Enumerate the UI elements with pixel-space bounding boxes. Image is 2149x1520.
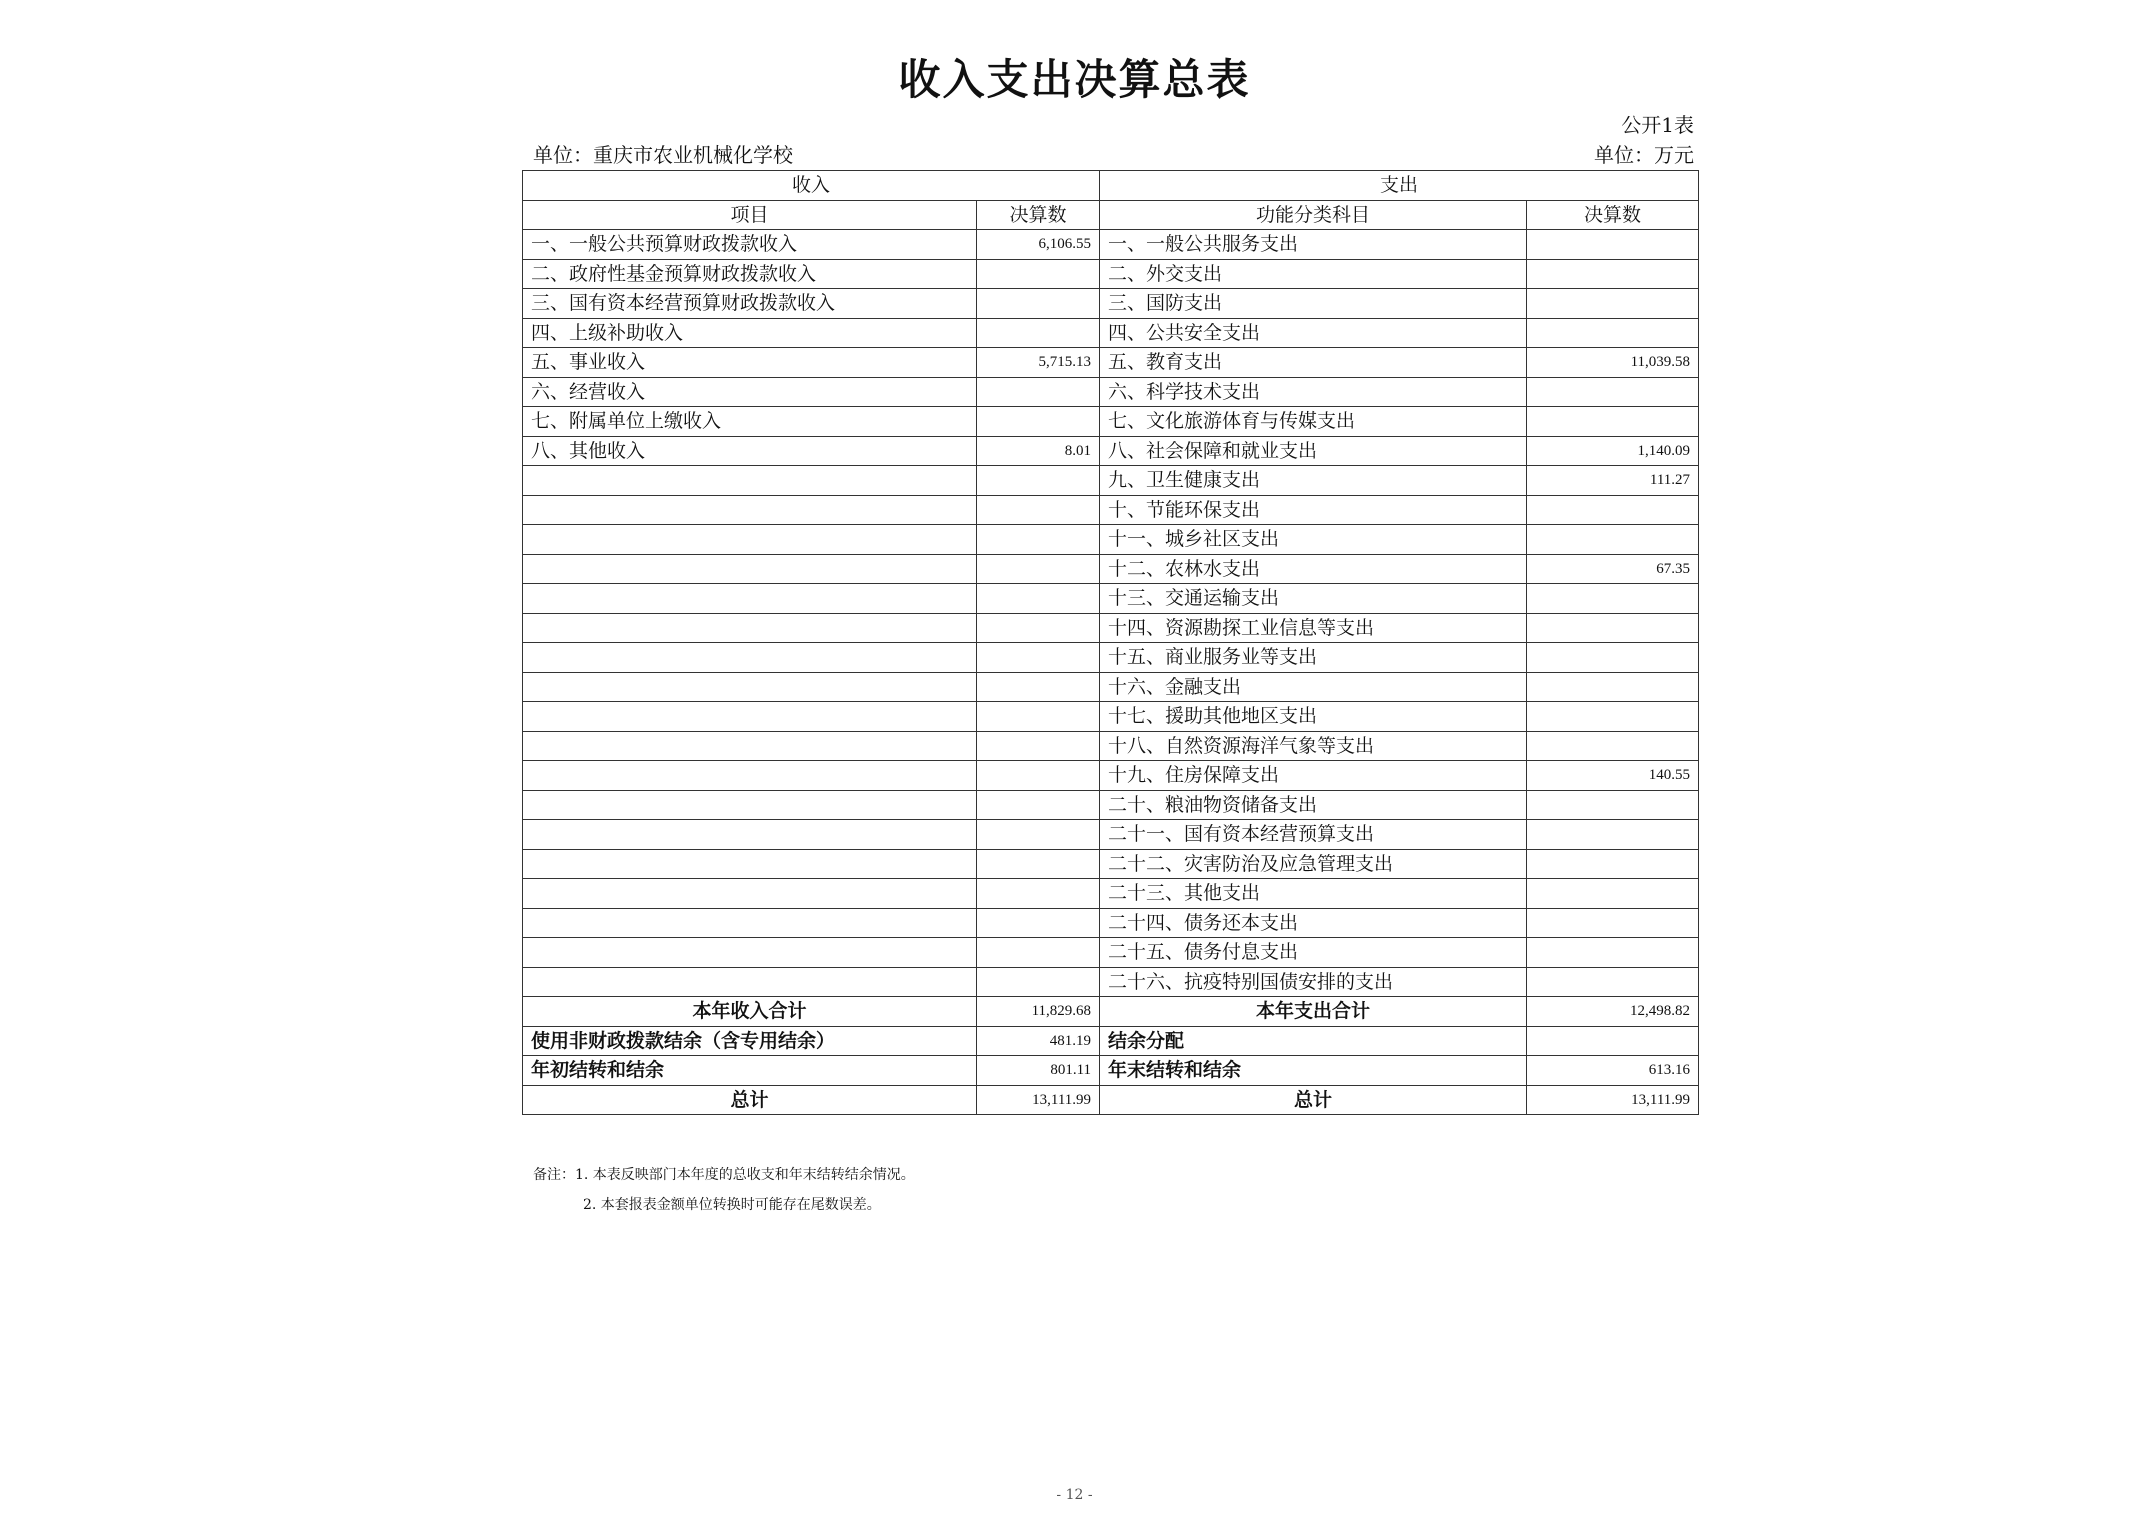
nonfiscal-balance-row — [523, 1026, 1699, 1056]
table-row — [523, 525, 1699, 555]
income-amount-cell — [977, 525, 1100, 555]
expense-amount-cell — [1527, 643, 1699, 673]
expense-item-cell: 十九、住房保障支出 — [1100, 761, 1527, 791]
table-row — [523, 908, 1699, 938]
table-row — [523, 436, 1699, 466]
expense-item-cell: 二十五、债务付息支出 — [1100, 938, 1527, 968]
expense-item-cell: 四、公共安全支出 — [1100, 318, 1527, 348]
income-item-cell: 二、政府性基金预算财政拨款收入 — [523, 259, 977, 289]
income-item-cell — [523, 879, 977, 909]
surplus-distribution-amount — [1527, 1026, 1699, 1056]
expense-item-cell: 十六、金融支出 — [1100, 672, 1527, 702]
expense-amount-cell — [1527, 407, 1699, 437]
table-row — [523, 672, 1699, 702]
income-amount-cell — [977, 495, 1100, 525]
income-item-cell: 六、经营收入 — [523, 377, 977, 407]
grand-total-expense-label: 总计 — [1100, 1085, 1527, 1115]
expense-amount-cell — [1527, 908, 1699, 938]
table-row — [523, 613, 1699, 643]
notes — [533, 1160, 915, 1220]
income-item-header: 项目 — [523, 200, 977, 230]
income-item-cell — [523, 672, 977, 702]
expense-amount-cell — [1527, 318, 1699, 348]
beginning-carryover-label: 年初结转和结余 — [523, 1056, 977, 1086]
income-amount-header: 决算数 — [977, 200, 1100, 230]
table-row — [523, 348, 1699, 378]
expense-amount-cell — [1527, 230, 1699, 260]
expense-item-header: 功能分类科目 — [1100, 200, 1527, 230]
income-amount-cell — [977, 377, 1100, 407]
nonfiscal-balance-label: 使用非财政拨款结余（含专用结余） — [523, 1026, 977, 1056]
income-amount-cell — [977, 407, 1100, 437]
income-item-cell: 一、一般公共预算财政拨款收入 — [523, 230, 977, 260]
income-item-cell — [523, 967, 977, 997]
grand-total-income-label: 总计 — [523, 1085, 977, 1115]
grand-total-expense-amount: 13,111.99 — [1527, 1085, 1699, 1115]
expense-item-cell: 十七、援助其他地区支出 — [1100, 702, 1527, 732]
page-number: - 12 - — [1056, 1487, 1093, 1503]
table-row — [523, 289, 1699, 319]
expense-item-cell: 二十、粮油物资储备支出 — [1100, 790, 1527, 820]
expense-amount-cell — [1527, 525, 1699, 555]
expense-amount-cell — [1527, 820, 1699, 850]
table-row — [523, 967, 1699, 997]
income-item-cell — [523, 938, 977, 968]
income-amount-cell — [977, 820, 1100, 850]
expense-item-cell: 十一、城乡社区支出 — [1100, 525, 1527, 555]
expense-section-header: 支出 — [1100, 171, 1699, 201]
expense-amount-cell — [1527, 584, 1699, 614]
expense-item-cell: 九、卫生健康支出 — [1100, 466, 1527, 496]
income-item-cell: 四、上级补助收入 — [523, 318, 977, 348]
carryover-row — [523, 1056, 1699, 1086]
expense-item-cell: 十四、资源勘探工业信息等支出 — [1100, 613, 1527, 643]
note-line: 备注：1. 本表反映部门本年度的总收支和年末结转结余情况。 — [533, 1167, 915, 1183]
expense-item-cell: 二十六、抗疫特别国债安排的支出 — [1100, 967, 1527, 997]
table-row — [523, 466, 1699, 496]
income-item-cell — [523, 525, 977, 555]
expense-amount-cell — [1527, 938, 1699, 968]
income-item-cell — [523, 643, 977, 673]
table-row — [523, 731, 1699, 761]
form-code: 公开1表 — [1621, 113, 1694, 137]
expense-item-cell: 二、外交支出 — [1100, 259, 1527, 289]
table-row — [523, 702, 1699, 732]
income-amount-cell — [977, 466, 1100, 496]
note-line: 2. 本套报表金额单位转换时可能存在尾数误差。 — [583, 1197, 881, 1213]
income-item-cell — [523, 849, 977, 879]
table-row — [523, 790, 1699, 820]
expense-item-cell: 六、科学技术支出 — [1100, 377, 1527, 407]
page-title: 收入支出决算总表 — [898, 55, 1251, 104]
nonfiscal-balance-amount: 481.19 — [977, 1026, 1100, 1056]
ending-carryover-amount: 613.16 — [1527, 1056, 1699, 1086]
expense-item-cell: 二十三、其他支出 — [1100, 879, 1527, 909]
income-item-cell: 三、国有资本经营预算财政拨款收入 — [523, 289, 977, 319]
table-row — [523, 407, 1699, 437]
table-row — [523, 230, 1699, 260]
expense-item-cell: 十二、农林水支出 — [1100, 554, 1527, 584]
income-amount-cell — [977, 289, 1100, 319]
income-expense-summary-table — [522, 170, 1699, 1115]
organization-unit: 单位：重庆市农业机械化学校 — [533, 143, 793, 167]
income-amount-cell: 5,715.13 — [977, 348, 1100, 378]
expense-amount-cell — [1527, 613, 1699, 643]
expense-item-cell: 二十一、国有资本经营预算支出 — [1100, 820, 1527, 850]
income-amount-cell — [977, 967, 1100, 997]
income-amount-cell — [977, 731, 1100, 761]
income-amount-cell — [977, 790, 1100, 820]
income-item-cell — [523, 790, 977, 820]
income-amount-cell — [977, 613, 1100, 643]
year-income-total-amount: 11,829.68 — [977, 997, 1100, 1027]
income-amount-cell — [977, 259, 1100, 289]
expense-item-cell: 七、文化旅游体育与传媒支出 — [1100, 407, 1527, 437]
expense-item-cell: 十五、商业服务业等支出 — [1100, 643, 1527, 673]
expense-amount-cell — [1527, 289, 1699, 319]
year-expense-total-label: 本年支出合计 — [1100, 997, 1527, 1027]
expense-item-cell: 八、社会保障和就业支出 — [1100, 436, 1527, 466]
income-item-cell — [523, 820, 977, 850]
income-item-cell — [523, 702, 977, 732]
expense-item-cell: 三、国防支出 — [1100, 289, 1527, 319]
table-row — [523, 820, 1699, 850]
expense-amount-cell — [1527, 967, 1699, 997]
income-amount-cell: 8.01 — [977, 436, 1100, 466]
income-item-cell — [523, 908, 977, 938]
income-amount-cell — [977, 318, 1100, 348]
table-row — [523, 318, 1699, 348]
income-section-header: 收入 — [523, 171, 1100, 201]
income-amount-cell — [977, 643, 1100, 673]
income-item-cell: 七、附属单位上缴收入 — [523, 407, 977, 437]
expense-amount-cell — [1527, 495, 1699, 525]
table-row — [523, 879, 1699, 909]
table-row — [523, 377, 1699, 407]
expense-item-cell: 五、教育支出 — [1100, 348, 1527, 378]
table-body — [523, 230, 1699, 997]
expense-amount-cell — [1527, 731, 1699, 761]
expense-amount-header: 决算数 — [1527, 200, 1699, 230]
currency-unit: 单位：万元 — [1594, 143, 1694, 167]
expense-amount-cell — [1527, 849, 1699, 879]
table-row — [523, 761, 1699, 791]
income-amount-cell — [977, 849, 1100, 879]
expense-amount-cell: 111.27 — [1527, 466, 1699, 496]
year-total-row — [523, 997, 1699, 1027]
expense-amount-cell — [1527, 377, 1699, 407]
expense-item-cell: 一、一般公共服务支出 — [1100, 230, 1527, 260]
table-row — [523, 584, 1699, 614]
income-item-cell: 八、其他收入 — [523, 436, 977, 466]
column-header-row — [523, 200, 1699, 230]
ending-carryover-label: 年末结转和结余 — [1100, 1056, 1527, 1086]
income-item-cell — [523, 495, 977, 525]
expense-item-cell: 二十二、灾害防治及应急管理支出 — [1100, 849, 1527, 879]
expense-amount-cell — [1527, 702, 1699, 732]
expense-amount-cell — [1527, 790, 1699, 820]
expense-amount-cell — [1527, 259, 1699, 289]
income-item-cell — [523, 761, 977, 791]
income-amount-cell: 6,106.55 — [977, 230, 1100, 260]
year-expense-total-amount: 12,498.82 — [1527, 997, 1699, 1027]
expense-item-cell: 二十四、债务还本支出 — [1100, 908, 1527, 938]
income-amount-cell — [977, 879, 1100, 909]
table-row — [523, 643, 1699, 673]
expense-amount-cell: 140.55 — [1527, 761, 1699, 791]
income-amount-cell — [977, 908, 1100, 938]
income-amount-cell — [977, 672, 1100, 702]
expense-amount-cell — [1527, 879, 1699, 909]
grand-total-row — [523, 1085, 1699, 1115]
expense-amount-cell: 67.35 — [1527, 554, 1699, 584]
income-amount-cell — [977, 938, 1100, 968]
table-row — [523, 495, 1699, 525]
table-row — [523, 259, 1699, 289]
income-item-cell — [523, 613, 977, 643]
income-item-cell — [523, 584, 977, 614]
beginning-carryover-amount: 801.11 — [977, 1056, 1100, 1086]
expense-amount-cell: 1,140.09 — [1527, 436, 1699, 466]
income-amount-cell — [977, 761, 1100, 791]
expense-item-cell: 十八、自然资源海洋气象等支出 — [1100, 731, 1527, 761]
income-amount-cell — [977, 554, 1100, 584]
grand-total-income-amount: 13,111.99 — [977, 1085, 1100, 1115]
year-income-total-label: 本年收入合计 — [523, 997, 977, 1027]
expense-amount-cell: 11,039.58 — [1527, 348, 1699, 378]
table-row — [523, 849, 1699, 879]
income-amount-cell — [977, 584, 1100, 614]
expense-item-cell: 十三、交通运输支出 — [1100, 584, 1527, 614]
surplus-distribution-label: 结余分配 — [1100, 1026, 1527, 1056]
expense-amount-cell — [1527, 672, 1699, 702]
table-row — [523, 938, 1699, 968]
income-item-cell — [523, 731, 977, 761]
income-amount-cell — [977, 702, 1100, 732]
income-item-cell: 五、事业收入 — [523, 348, 977, 378]
income-item-cell — [523, 466, 977, 496]
expense-item-cell: 十、节能环保支出 — [1100, 495, 1527, 525]
section-header-row — [523, 171, 1699, 201]
income-item-cell — [523, 554, 977, 584]
table-row — [523, 554, 1699, 584]
